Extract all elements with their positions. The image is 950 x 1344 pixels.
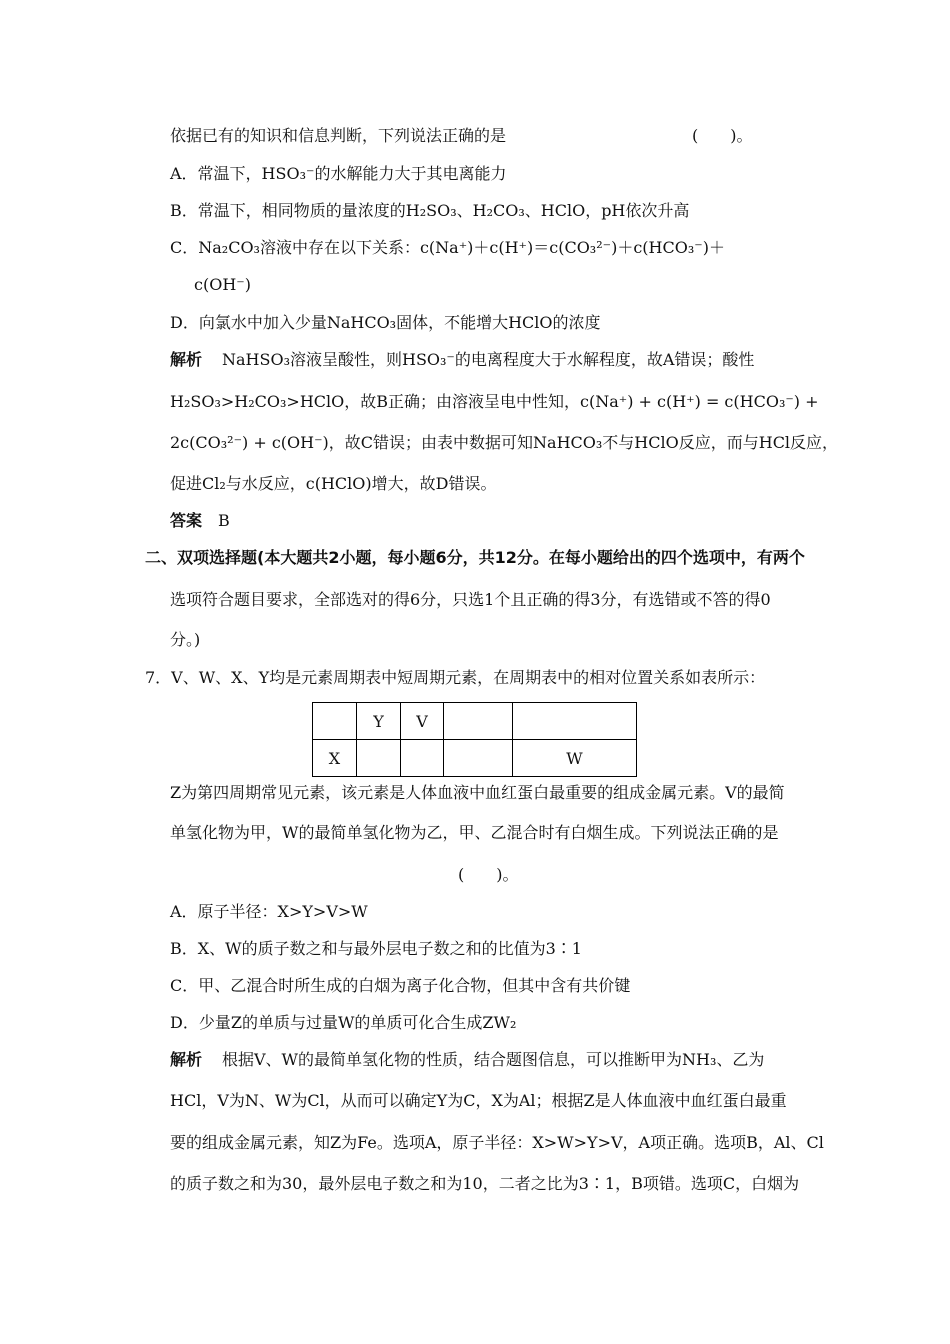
table-cell [444, 703, 513, 740]
q6-option-d: D．向氯水中加入少量NaHCO₃固体，不能增大HClO的浓度 [170, 313, 601, 332]
table-cell: Y [357, 703, 401, 740]
section2-line3: 分。) [170, 630, 201, 649]
q6-analysis-line4: 促进Cl₂与水反应，c(HClO)增大，故D错误。 [170, 474, 497, 493]
q6-answer-label: 答案 [170, 511, 203, 530]
table-row [313, 740, 637, 777]
q6-stem: 依据已有的知识和信息判断，下列说法正确的是 [170, 126, 507, 145]
q7-option-d: D．少量Z的单质与过量W的单质可化合生成ZW₂ [170, 1013, 517, 1032]
table-cell [401, 740, 444, 777]
q7-analysis-line2: HCl，V为N、W为Cl，从而可以确定Y为C，X为Al；根据Z是人体血液中血红蛋白最重 [170, 1091, 787, 1110]
q7-option-b: B．X、W的质子数之和与最外层电子数之和的比值为3∶1 [170, 939, 582, 958]
table-cell: V [401, 703, 444, 740]
table-row [313, 703, 637, 740]
table-cell: W [513, 740, 637, 777]
q6-option-c-line1: C．Na₂CO₃溶液中存在以下关系：c(Na⁺)＋c(H⁺)＝c(CO₃²⁻)＋c(HCO₃⁻)＋ [170, 238, 725, 257]
table-cell [313, 703, 357, 740]
q6-analysis-label: 解析 [170, 350, 203, 369]
table-cell [444, 740, 513, 777]
section2-line1 [145, 548, 805, 568]
q6-option-b: B．常温下，相同物质的量浓度的H₂SO₃、H₂CO₃、HClO，pH依次升高 [170, 201, 690, 220]
q6-option-c-line2: c(OH⁻) [194, 275, 251, 294]
q7-option-a: A．原子半径：X>Y>V>W [170, 902, 368, 921]
q6-answer-value: B [218, 511, 230, 530]
table-cell [357, 740, 401, 777]
table-cell: X [313, 740, 357, 777]
q7-option-c: C．甲、乙混合时所生成的白烟为离子化合物，但其中含有共价键 [170, 976, 631, 995]
q7-analysis-line1: 根据V、W的最简单氢化物的性质，结合题图信息，可以推断甲为NH₃、乙为 [222, 1050, 765, 1069]
q7-analysis-label: 解析 [170, 1050, 203, 1069]
q6-answer-bracket: ( )。 [692, 126, 753, 145]
section2-heading-line1: 二、双项选择题(本大题共2小题，每小题6分，共12分。在每小题给出的四个选项中，有两个 [145, 548, 805, 567]
q6-analysis-line3: 2c(CO₃²⁻) + c(OH⁻)，故C错误；由表中数据可知NaHCO₃不与HClO反应，而与HCl反应， [170, 433, 839, 452]
q7-stem: 7．V、W、X、Y均是元素周期表中短周期元素，在周期表中的相对位置关系如表所示： [145, 668, 766, 687]
periodic-table-fragment [312, 702, 637, 777]
q7-analysis-line4: 的质子数之和为30，最外层电子数之和为10，二者之比为3∶1，B项错。选项C，白烟为 [170, 1174, 800, 1193]
table-cell [513, 703, 637, 740]
q7-text-line1: Z为第四周期常见元素，该元素是人体血液中血红蛋白最重要的组成金属元素。V的最简 [170, 783, 785, 802]
q7-analysis-line3: 要的组成金属元素，知Z为Fe。选项A，原子半径：X>W>Y>V，A项正确。选项B，Al、Cl [170, 1133, 824, 1152]
q6-analysis-line1: NaHSO₃溶液呈酸性，则HSO₃⁻的电离程度大于水解程度，故A错误；酸性 [222, 350, 755, 369]
q6-option-a: A．常温下，HSO₃⁻的水解能力大于其电离能力 [170, 164, 507, 183]
section2-line2: 选项符合题目要求，全部选对的得6分，只选1个且正确的得3分，有选错或不答的得0 [170, 590, 771, 609]
q6-analysis-line2: H₂SO₃>H₂CO₃>HClO，故B正确；由溶液呈电中性知，c(Na⁺) + c(H⁺) = c(HCO₃⁻) + [170, 392, 819, 411]
q7-answer-bracket: ( )。 [458, 865, 519, 884]
q7-text-line2: 单氢化物为甲，W的最简单氢化物为乙，甲、乙混合时有白烟生成。下列说法正确的是 [170, 823, 779, 842]
